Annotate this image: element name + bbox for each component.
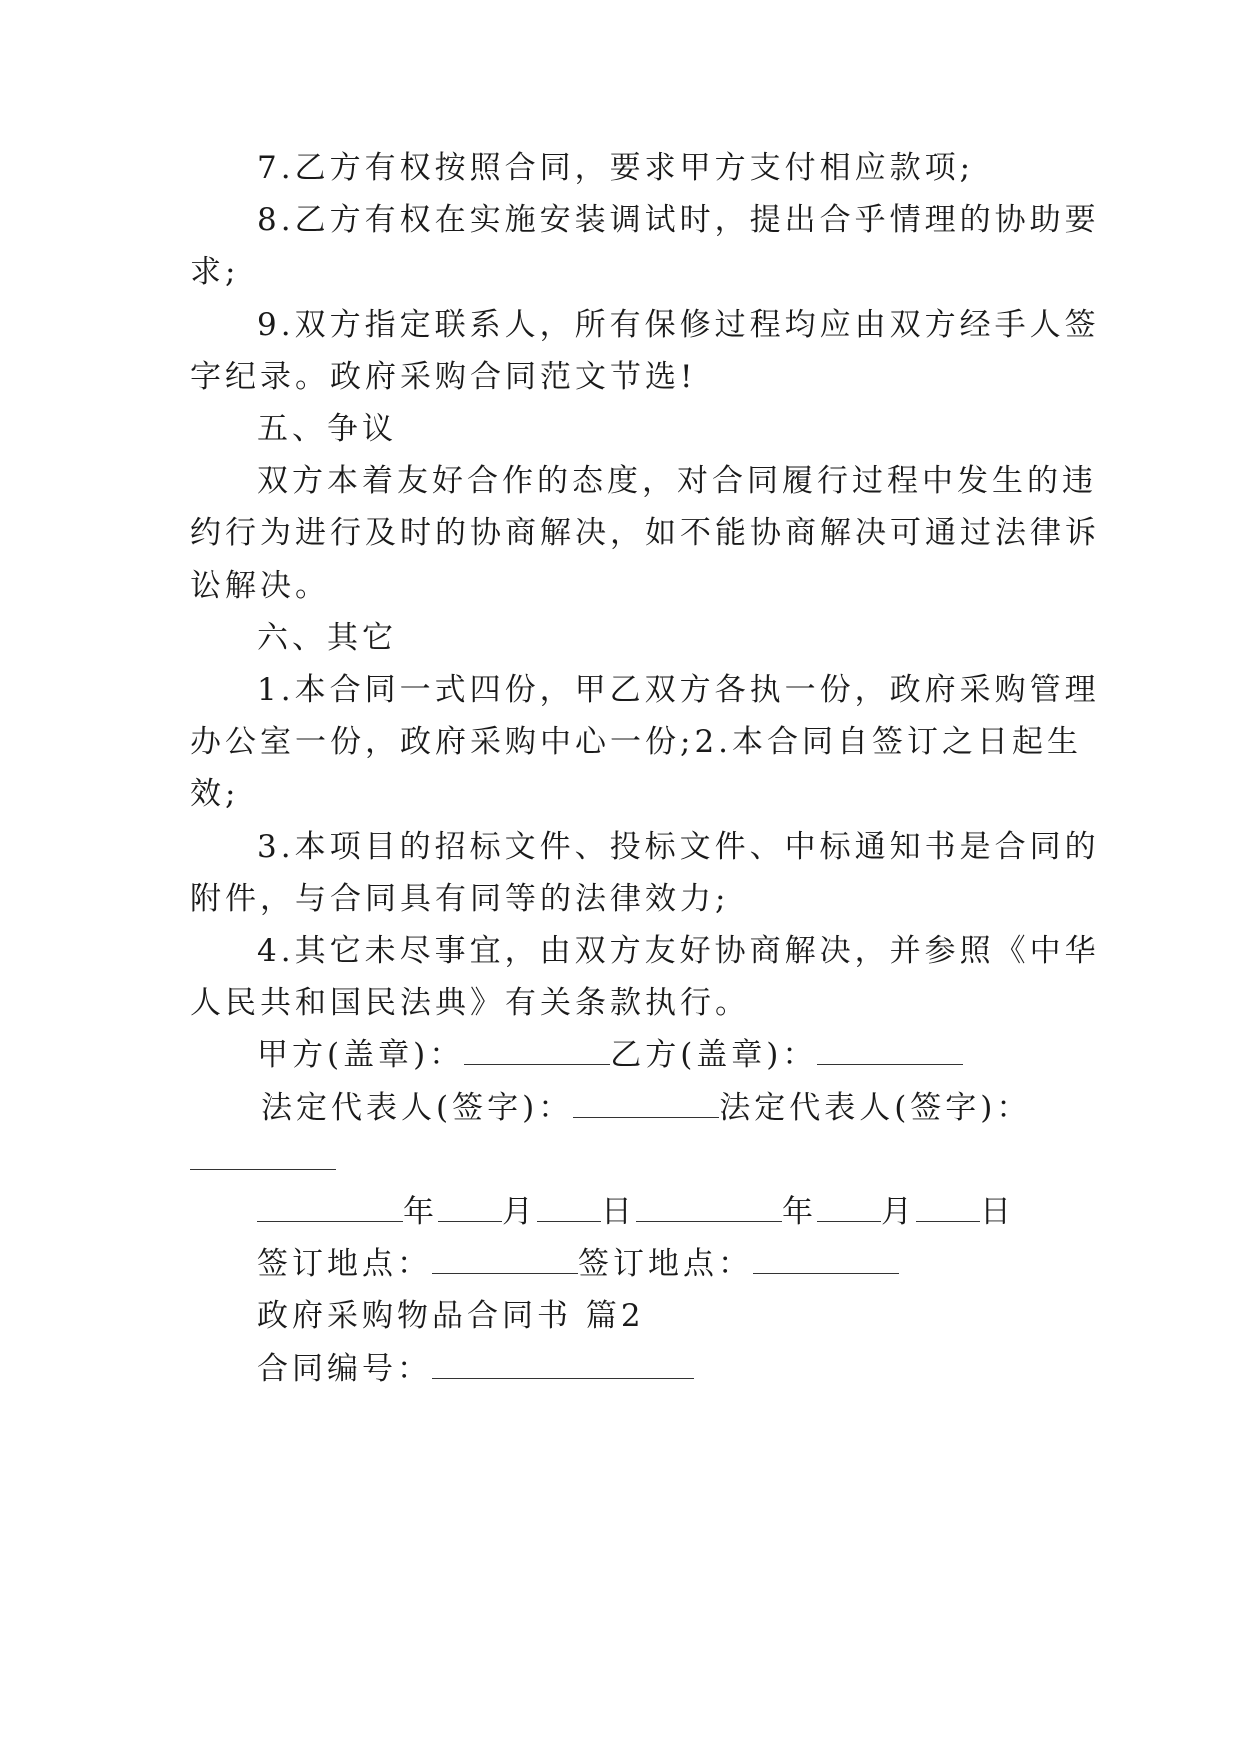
month-b-blank [817,1199,881,1222]
place-line [257,1244,899,1284]
paragraph-line: 双方本着友好合作的态度，对合同履行过程中发生的违 [257,463,1097,499]
contract-number-blank [432,1356,694,1379]
place-a-blank [432,1251,578,1274]
month-a-blank [438,1199,502,1222]
paragraph-line: 讼解决。 [190,568,330,604]
paragraph-line: 3.本项目的招标文件、投标文件、中标通知书是合同的 [257,829,1100,865]
paragraph-line: 7.乙方有权按照合同，要求甲方支付相应款项; [257,150,975,186]
paragraph-line: 办公室一份，政府采购中心一份;2.本合同自签订之日起生 [190,724,1083,760]
party-b-seal-blank [817,1042,963,1065]
paragraph-line: 效; [190,776,240,812]
year-a-label: 年 [403,1194,438,1230]
rep-a-label: 法定代表人(签字)： [261,1090,574,1126]
paragraph-line: 附件，与合同具有同等的法律效力; [190,881,730,917]
contract-number-label: 合同编号： [257,1351,432,1387]
rep-b-blank-line [190,1140,336,1180]
party-b-seal-label: 乙方(盖章)： [610,1037,818,1073]
next-contract-title: 政府采购物品合同书 篇2 [257,1298,645,1334]
day-b-blank [916,1199,980,1222]
paragraph-line: 约行为进行及时的协商解决，如不能协商解决可通过法律诉 [190,515,1100,551]
paragraph-line: 4.其它未尽事宜，由双方友好协商解决，并参照《中华 [257,933,1100,969]
rep-b-blank [190,1147,336,1170]
year-b-blank [636,1199,782,1222]
place-b-label: 签订地点： [578,1246,753,1282]
place-b-blank [753,1251,899,1274]
representative-line [261,1088,1031,1128]
month-b-label: 月 [881,1194,916,1230]
seal-line [257,1035,963,1075]
day-b-label: 日 [980,1194,1015,1230]
contract-number-line [257,1349,694,1389]
paragraph-line: 字纪录。政府采购合同范文节选! [190,359,697,395]
paragraph-line: 1.本合同一式四份，甲乙双方各执一份，政府采购管理 [257,672,1100,708]
paragraph-line: 8.乙方有权在实施安装调试时，提出合乎情理的协助要 [257,202,1100,238]
paragraph-line: 9.双方指定联系人，所有保修过程均应由双方经手人签 [257,307,1100,343]
section-heading: 五、争议 [257,411,397,447]
date-line [257,1192,1015,1232]
year-a-blank [257,1199,403,1222]
day-a-blank [537,1199,601,1222]
party-a-seal-blank [464,1042,610,1065]
rep-b-label: 法定代表人(签字)： [719,1090,1032,1126]
day-a-label: 日 [601,1194,636,1230]
party-a-seal-label: 甲方(盖章)： [257,1037,465,1073]
paragraph-line: 求; [190,254,240,290]
section-heading: 六、其它 [257,620,397,656]
rep-a-blank [573,1095,719,1118]
paragraph-line: 人民共和国民法典》有关条款执行。 [190,985,750,1021]
month-a-label: 月 [502,1194,537,1230]
year-b-label: 年 [782,1194,817,1230]
place-a-label: 签订地点： [257,1246,432,1282]
